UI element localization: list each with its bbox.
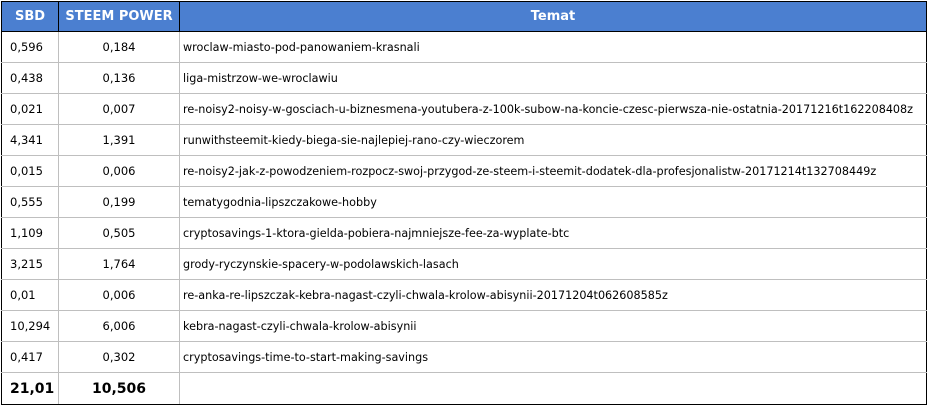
cell-steem-power[interactable]: 1,764 — [59, 249, 180, 280]
cell-temat[interactable]: re-noisy2-jak-z-powodzeniem-rozpocz-swoj-przygod-ze-steem-i-steemit-dodatek-dla-profesjonalistw-20171214t132708449z — [180, 156, 927, 187]
cell-steem-power[interactable]: 0,505 — [59, 218, 180, 249]
cell-temat[interactable]: wroclaw-miasto-pod-panowaniem-krasnali — [180, 32, 927, 63]
cell-steem-power[interactable]: 6,006 — [59, 311, 180, 342]
cell-temat[interactable]: re-noisy2-noisy-w-gosciach-u-biznesmena-youtubera-z-100k-subow-na-koncie-czesc-pierwsza-nie-ostatnia-20171216t162208408z — [180, 94, 927, 125]
totals-row — [2, 373, 927, 405]
table-row — [2, 32, 927, 63]
cell-steem-power[interactable]: 0,184 — [59, 32, 180, 63]
cell-temat[interactable]: cryptosavings-time-to-start-making-savings — [180, 342, 927, 373]
cell-temat[interactable]: tematygodnia-lipszczakowe-hobby — [180, 187, 927, 218]
cell-sbd[interactable]: 0,021 — [2, 94, 59, 125]
cell-sbd[interactable]: 0,555 — [2, 187, 59, 218]
cell-temat[interactable]: runwithsteemit-kiedy-biega-sie-najlepiej-rano-czy-wieczorem — [180, 125, 927, 156]
cell-sbd[interactable]: 0,417 — [2, 342, 59, 373]
cell-temat[interactable]: re-anka-re-lipszczak-kebra-nagast-czyli-chwala-krolow-abisynii-20171204t062608585z — [180, 280, 927, 311]
cell-sbd[interactable]: 1,109 — [2, 218, 59, 249]
header-sbd[interactable]: SBD — [2, 2, 59, 32]
cell-steem-power[interactable]: 0,199 — [59, 187, 180, 218]
cell-sbd[interactable]: 0,596 — [2, 32, 59, 63]
table-row — [2, 218, 927, 249]
total-temat-empty[interactable] — [180, 373, 927, 405]
cell-sbd[interactable]: 4,341 — [2, 125, 59, 156]
table-row — [2, 125, 927, 156]
total-sbd[interactable]: 21,01 — [2, 373, 59, 405]
table-row — [2, 63, 927, 94]
cell-temat[interactable]: cryptosavings-1-ktora-gielda-pobiera-najmniejsze-fee-za-wyplate-btc — [180, 218, 927, 249]
cell-temat[interactable]: grody-ryczynskie-spacery-w-podolawskich-lasach — [180, 249, 927, 280]
header-steem-power[interactable]: STEEM POWER — [59, 2, 180, 32]
cell-steem-power[interactable]: 0,006 — [59, 280, 180, 311]
cell-temat[interactable]: kebra-nagast-czyli-chwala-krolow-abisynii — [180, 311, 927, 342]
cell-steem-power[interactable]: 0,302 — [59, 342, 180, 373]
table-row — [2, 342, 927, 373]
cell-sbd[interactable]: 0,01 — [2, 280, 59, 311]
header-row — [2, 2, 927, 32]
table-row — [2, 249, 927, 280]
header-temat[interactable]: Temat — [180, 2, 927, 32]
cell-steem-power[interactable]: 1,391 — [59, 125, 180, 156]
table-row — [2, 156, 927, 187]
cell-steem-power[interactable]: 0,007 — [59, 94, 180, 125]
cell-sbd[interactable]: 10,294 — [2, 311, 59, 342]
rewards-table — [1, 1, 927, 405]
total-steem-power[interactable]: 10,506 — [59, 373, 180, 405]
cell-temat[interactable]: liga-mistrzow-we-wroclawiu — [180, 63, 927, 94]
cell-sbd[interactable]: 0,015 — [2, 156, 59, 187]
table-row — [2, 311, 927, 342]
cell-sbd[interactable]: 0,438 — [2, 63, 59, 94]
cell-sbd[interactable]: 3,215 — [2, 249, 59, 280]
table-row — [2, 187, 927, 218]
cell-steem-power[interactable]: 0,006 — [59, 156, 180, 187]
cell-steem-power[interactable]: 0,136 — [59, 63, 180, 94]
table-row — [2, 94, 927, 125]
table-row — [2, 280, 927, 311]
